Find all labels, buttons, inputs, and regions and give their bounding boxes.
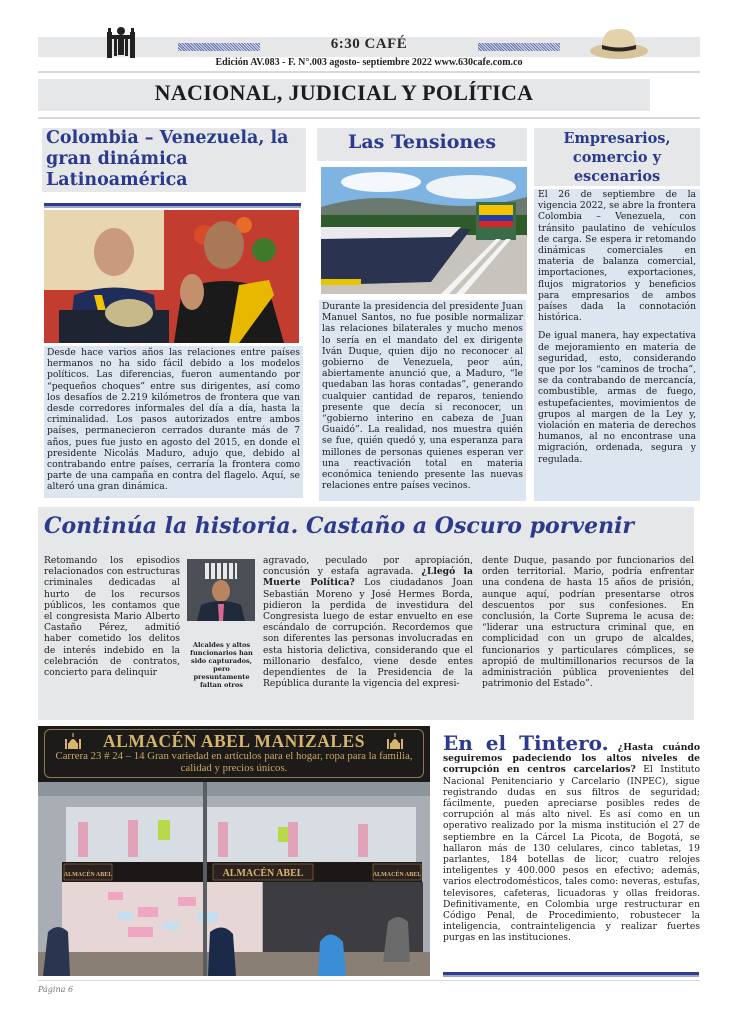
stylized-figure-logo-icon [106, 26, 136, 60]
headline-empresarios: Empresarios, comercio y escenarios [534, 128, 700, 186]
tintero-body: El Instituto Nacional Penitenciario y Carcelario (INPEC), sigue registrando dudas en sus filtros de seguridad; fácilmente, pueden apreciarse posibles redes de corrupción al más alto nivel. Es así como en un operativo realizado por la misma institución el 27 de septiembre en la Cárcel La Picota, de Bogotá, se hallaron más de 130 celulares, cinco tabletas, 19 parlantes, 184 botellas de licor, cuatro relojes inteligentes y 400.000 pesos en efectivo; además, varios electrodomésticos, tales como: neveras, estufas, televisores, cafeteras, licuadoras y ollas freidoras. Definitivamente, en Colombia urge restructurar en Código Penal, de Procedimiento, robustecer la inteligencia, contrainteligencia y realizar fuertes purgas en las instituciones. [443, 764, 700, 944]
article-tintero [443, 731, 700, 944]
continua-column-2 [263, 555, 473, 689]
empresarios-paragraph-2: De igual manera, hay expectativa de mejoramiento en materia de seguridad, esto, considerando que por los “caminos de trocha”, se da contrabando de mercancía, combustible, armas de fuego, estupefacientes, movimientos de grupos al margen de la Ley y, violación en materia de derechos humanos, al no encontrase una migración, ordenada, segura y regulada. [538, 330, 696, 465]
storefront-photo [38, 782, 430, 976]
store-side-sign-right: ALMACÉN ABEL [372, 872, 422, 878]
article-empresarios-body [534, 189, 700, 501]
article-tensiones-body: Durante la presidencia del presidente Juan Manuel Santos, no fue posible normalizar las relaciones bilaterales y mucho menos lo sería en el mandato del ex dirigente Iván Duque, quien dijo no reconocer al gobierno de Venezuela, peor aún, abiertamente anunció que, a Maduro, “le quedaban las horas contadas”, generando cualquier cantidad de reparos, teniendo presente que decía si reconocer, un “gobierno interino en cabeza de Juan Guaidó”. La realidad, nos muestra quién se fue, quién quedó y, una esperanza para millones de personas quienes esperan ver una reactivación total en materia económica teniendo presente las nuevas relaciones entre países vecinos. [319, 300, 526, 501]
straw-hat-icon [588, 25, 650, 61]
congressman-photo-caption: Alcaldes y altos funcionarios han sido capturados, pero presuntamente faltan otros [190, 641, 253, 689]
headline-continua: Continúa la historia. Castaño a Oscuro porvenir [44, 513, 635, 539]
edition-info: Edición AV.083 - F. N°.003 agosto- septiembre 2022 www.630cafe.com.co [215, 57, 523, 68]
section-title: NACIONAL, JUDICIAL Y POLÍTICA [154, 80, 534, 105]
continua-column-3: dente Duque, pasando por funcionarios del orden territorial. Mario, podría enfrentar una condena de hasta 15 años de prisión, aunque aquí, podrían presentarse otros descuentos por sus confesiones. En conclusión, la Corte Suprema le acusa de: “liderar una estructura criminal que, en complicidad con un grupo de alcaldes, funcionarios y particulares cómplices, se apropió de multimillonarios recursos de la administración pública provenientes del patrimonio del Estado”. [482, 555, 694, 690]
continua-col2-subhead: ¿Llegó la Muerte Política? [263, 566, 473, 589]
headline-las-tensiones: Las Tensiones [317, 128, 527, 161]
headline-colombia-venezuela: Colombia – Venezuela, la gran dinámica Latinoamérica [42, 128, 306, 192]
empresarios-paragraph-1: El 26 de septiembre de la vigencia 2022, se abre la frontera Colombia – Venezuela, con tránsito paulatino de vehículos de carga. Se espera ir retomando dinámicas comerciales en materia de balanza comercial, importaciones, exportaciones, flujos migratorios y beneficios para empresarios de ambos países dada la connotación histórica. [538, 189, 696, 324]
headline-underline [44, 203, 301, 206]
border-crowd-photo [321, 167, 527, 294]
ad-title: ALMACÉN ABEL MANIZALES [103, 731, 365, 751]
section-rule [38, 117, 700, 119]
article-colombia-venezuela-body: Desde hace varios años las relaciones entre países hermanos no ha sido fácil debido a los modelos políticos. Las diferencias, fueron aumentando por “pequeños choques” entre sus dirigentes, así como los desafíos de 2.219 kilómetros de frontera que van desde corredores informales del día a día, hasta la criminalidad. Los pasos autorizados entre ambos países, permanecieron cerrados durante más de 7 años, pues fue justo en agosto del 2015, en donde el presidente Nicolás Maduro, adujo que, debido al contrabando entre países, cerraría la frontera como parte de una campaña en contra del flagelo. Aquí, se alteró una gran dinámica. [44, 346, 303, 498]
tintero-question: ¿Hasta cuándo seguiremos padeciendo los altos niveles de corrupción en centros carcelarios? [443, 742, 700, 776]
headline-tintero: En el Tintero. [443, 731, 609, 755]
footer-rule [38, 980, 700, 981]
continua-column-1: Retomando los episodios relacionados con estructuras criminales dedicadas al hurto de los recursos públicos, les contamos que el congresista Mario Alberto Castaño Pérez, admitió haber cometido los delitos de interés indebido en la celebración de contratos, concierto para delinquir [44, 555, 180, 679]
masthead-rule [38, 71, 700, 73]
store-side-sign-left: ALMACÉN ABEL [63, 872, 113, 878]
congressman-photo [187, 559, 255, 621]
store-sign: ALMACÉN ABEL [222, 868, 304, 879]
presidents-photo [44, 210, 299, 343]
ad-subtitle: Carrera 23 # 24 – 14 Gran variedad en artículos para el hogar, ropa para la familia, calidad y precios únicos. [55, 750, 413, 774]
continua-col2-text-b: Los ciudadanos Joan Sebastián Moreno y José Hermes Borda, pidieron la perdida de investidura del Congresista luego de estar envuelto en ese escándalo de corrupción. Recordemos que son diferentes las personas involucradas en esta historia delictiva, considerando que el millonario desfalco, viene desde entes dependientes de la Presidencia de la República durante la vigencia del expresi- [263, 577, 473, 690]
publication-title: 6:30 CAFÉ [330, 36, 408, 52]
page-number: Página 6 [38, 985, 74, 994]
tintero-underline [443, 972, 699, 975]
continua-col2-text-a: agravado, peculado por apropiación, concusión y estafa agravada. [263, 555, 473, 578]
